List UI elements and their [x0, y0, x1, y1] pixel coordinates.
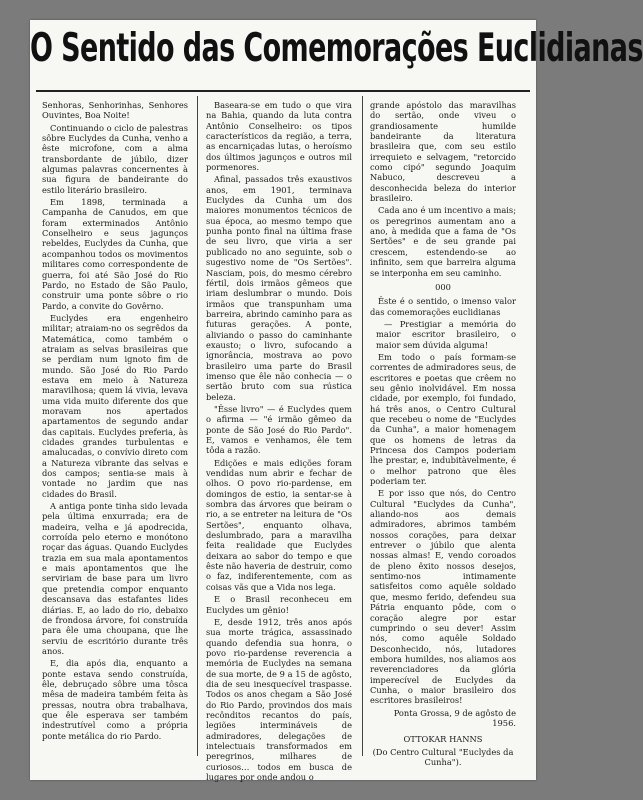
paragraph: A antiga ponte tinha sido levada pela última enxurrada; era de madeira, velha e já apodrecida, corroída pelo eterno e monótono roçar das águas. Quando Euclydes trazia em sua mala apontamentos e mais apontamentos que lhe serviriam de base para um livro que pretendia compor enquanto descansava das estafantes lides diárias. E, ao lado do rio, debaixo de frondosa árvore, foi construída para êle uma choupana, que lhe serviu de escritório durante três anos. — [42, 501, 188, 656]
paragraph: "Êsse livro" — é Euclydes quem o afirma — "é irmão gêmeo da ponte de São José do Rio Pardo". E, vamos e venhamos, êle tem tôda a razão. — [206, 403, 352, 456]
paragraph: Continuando o ciclo de palestras sôbre Euclydes da Cunha, venho a êste microfone, com a alma transbordante de júbilo, dizer algumas palavras concernentes à sua figura de bandeirante do estilo literário brasileiro. — [42, 122, 188, 195]
paragraph: Baseara-se em tudo o que vira na Bahia, quando da luta contra Antônio Conselheiro: os tipos característicos da região, a terra, as encarniçadas lutas, o heroísmo dos últimos jagunços e outros mil pormenores. — [206, 100, 352, 173]
column-divider-2 — [362, 96, 363, 756]
paragraph: Êste é o sentido, o imenso valor das comemorações euclidianas — [370, 296, 516, 317]
paragraph: E, dia após dia, enquanto a ponte estava sendo construída, êle, debruçado sôbre uma tôsca mêsa de madeira também feita às pressas, noutra obra trabalhava, que êle esperava ser também indestrutível como a própria ponte metálica do rio Pardo. — [42, 658, 188, 741]
column-divider-1 — [197, 96, 198, 756]
paragraph: E por isso que nós, do Centro Cultural "Euclydes da Cunha", aliando-nos aos demais admiradores, abrimos também nossos corações, para deixar entrever o júbilo que alenta nossas almas! E, vendo coroados de pleno êxito nossos desejos, sentimo-nos intimamente satisfeitos como aquêle soldado que, mesmo ferido, defendeu sua Pátria enquanto pôde, com o coração alegre por estar cumprindo o seu dever! Assim nós, como aquêle Soldado Desconhecido, nós, lutadores embora humildes, nos aliamos aos reverenciadores da glória imperecível de Euclydes da Cunha, o maior brasileiro dos escritores brasileiros! — [370, 488, 516, 706]
paragraph: Euclydes era engenheiro militar; atraiam-no os segrêdos da Matemática, como também o atraiam as selvas brasileiras que se perdiam num ignoto fim de mundo. São José do Rio Pardo estava em meio à Natureza maravilhosa; quem lá vivia, levava uma vida muito diferente dos que moravam nos apertados apartamentos de segundo andar das capitais. Euclydes preferia, às cidades grandes turbulentas e amalucadas, o convívio direto com a Natureza vibrante das selvas e dos campos; sentia-se mais à vontade no jardim que nas cidades do Brasil. — [42, 312, 188, 499]
paragraph: Em 1898, terminada a Campanha de Canudos, em que foram exterminados Antônio Conselheiro e seus jagunços rebeldes, Euclydes da Cunha, que acompanhou todos os movimentos militares como correspondente de guerra, foi até São José do Rio Pardo, no Estado de São Paulo, construir uma ponte sôbre o rio Pardo, a convite do Govêrno. — [42, 197, 188, 311]
paragraph: — Prestigiar a memória do maior escritor brasileiro, o maior sem dúvida alguma! — [376, 318, 516, 350]
column-2 — [206, 100, 352, 784]
newspaper-clipping — [30, 20, 643, 782]
column-3 — [370, 100, 516, 769]
section-separator: 000 — [435, 281, 451, 292]
paragraph: E, desde 1912, três anos após sua morte trágica, assassinado quando defendia sua honra, o povo rio-pardense reverencia a memória de Euclydes na semana de sua morte, de 9 a 15 de agôsto, dia de seu inesquecível traspasse. Todos os anos chegam a São José do Rio Pardo, provindos dos mais recônditos recantos do país, legiões intermináveis de admiradores, delegações de intelectuais transformados em peregrinos, milhares de curiosos… todos em busca de lugares por onde andou o — [206, 616, 352, 782]
paragraph: grande apóstolo das maravilhas do sertão, onde viveu o grandiosamente humilde bandeirante da literatura brasileira que, com seu estilo irrequieto e selvagem, "retorcido como cipó" segundo Joaquim Nabuco, descreveu a desconhecida beleza do interior brasileiro. — [370, 100, 516, 204]
dateline: Ponta Grossa, 9 de agôsto de 1956. — [393, 707, 516, 728]
author-affiliation: (Do Centro Cultural "Euclydes da Cunha"). — [372, 746, 514, 767]
paragraph: Edições e mais edições foram vendidas num abrir e fechar de olhos. O povo rio-pardense, em domingos de estio, ia sentar-se à sombra das árvores que beiram o rio, a se entreter na leitura de "Os Sertões", enquanto olhava, deslumbrado, para a maravilha feita realidade que Euclydes deixara ao sabor do tempo e que êste não haveria de destruir, como o faz, indiferentemente, com as coisas vãs que a Vida nos lega. — [206, 457, 352, 592]
author-name: OTTOKAR HANNS — [403, 734, 483, 745]
paragraph: Cada ano é um incentivo a mais; os peregrinos aumentam ano a ano, à medida que a fama de "Os Sertões" e de seu grande pai crescem, estendendo-se ao infinito, sem que barreira alguma se interponha em seu caminho. — [370, 205, 516, 278]
paragraph: Afinal, passados três exaustivos anos, em 1901, terminava Euclydes da Cunha um dos maiores monumentos técnicos de sua época, ao mesmo tempo que punha ponto final na última frase de seu livro, que viria a ser publicado no ano seguinte, sob o sugestivo nome de "Os Sertões". Nasciam, pois, do mesmo cérebro fértil, dois irmãos gêmeos que iriam deslumbrar o mundo. Dois irmãos que transpunham uma barreira, abrindo caminho para as futuras gerações. A ponte, aliviando o passo do caminhante exausto; o livro, sufocando a ignorância, mostrava ao povo brasileiro uma parte do Brasil imenso que êle não conhecia — o sertão bruto com sua rústica beleza. — [206, 174, 352, 402]
column-1 — [42, 100, 188, 743]
headline: O Sentido das Comemorações Euclidianas — [30, 26, 643, 71]
paragraph: Senhoras, Senhorinhas, Senhores Ouvintes, Boa Noite! — [42, 100, 188, 121]
paragraph: E o Brasil reconheceu em Euclydes um gênio! — [206, 594, 352, 615]
headline-rule — [36, 90, 530, 92]
paragraph: Em todo o país formam-se correntes de admiradores seus, de escritores e poetas que crêem no seu gênio inolvidável. Em nossa cidade, por exemplo, foi fundado, há três anos, o Centro Cultural que recebeu o nome de "Euclydes da Cunha", a maior homenagem que os homens de letras da Princesa dos Campos poderiam lhe prestar, e, indubitàvelmente, é o melhor patrono que êles poderiam ter. — [370, 351, 516, 487]
